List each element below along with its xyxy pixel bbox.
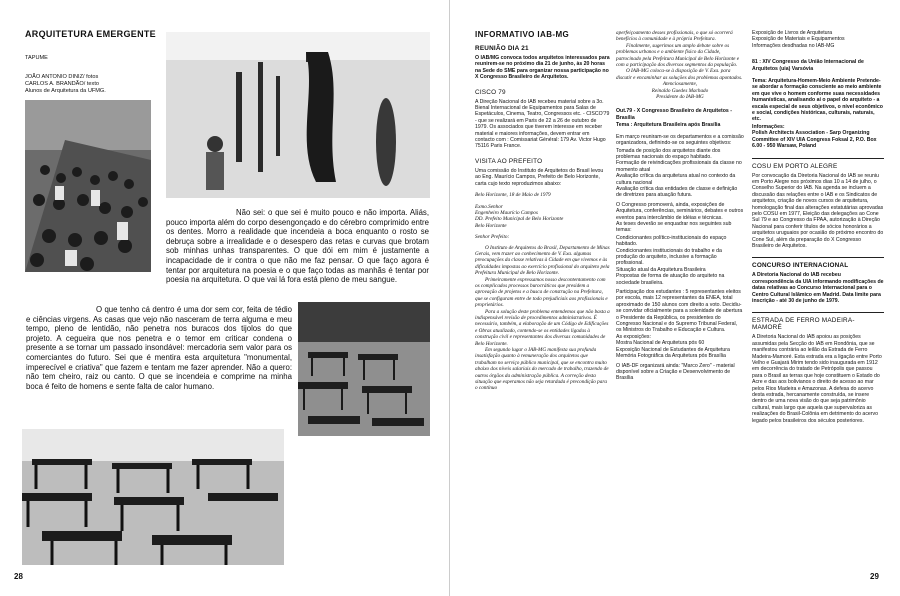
concurso-title: CONCURSO INTERNACIONAL (752, 262, 849, 270)
exposicoes-title: As exposições: (616, 333, 651, 340)
photo-empty-classroom-2 (22, 429, 284, 565)
subtitle: TAPUME (25, 55, 48, 61)
concurso-text: A Diretoria Nacional do IAB recebeu correspondência da UIA informando modificações de datas relativas ao Concurso Internacional para o Centro Cultural Islâmico em Madrid. Data limite para inscrição - até 30 de junho de 1979. (752, 272, 884, 304)
subtema-item: Propostas de forma de atuação do arquiteto na sociedade brasileira. (616, 273, 725, 286)
exposicao-item: Informações desdhadas no IAB-MG (752, 42, 835, 49)
visita-text: Uma comissão do Instituto de Arquitetos do Brasil levou ao Eng. Maurício Campos, Prefeito de Belo Horizonte, carta cujo texto reproduzimos abaixo: (475, 167, 604, 187)
estrada-title: ESTRADA DE FERRO MADEIRA-MAMORÉ (752, 317, 855, 332)
letter-address (475, 204, 610, 230)
congresso-paragraph: As teses deverão se enquadrar nos seguintes sub temas: (616, 220, 732, 234)
letter-paragraph: Primeiramente expressamos nosso descontentamento com os complicados processos burocráticos que presidem a aprovação de projetos e a busca de construção na Prefeitura, que se configuram entre de todo prejudiciais aos profissionais e proprietários. (475, 276, 608, 309)
letter-paragraph: Em segundo lugar o IAB-MG manifesta sua profunda insatisfação quanto à remuneração dos arquitetos que trabalham no serviço público municipal, que se encontra muito abaixo dos níveis salariais do mercado de trabalho, trazendo de outros órgãos da administração pública. A correção desta situação que esperamos não seja retardada é precondição para o contínuo (475, 347, 609, 392)
letter-continuation: O IAB-MG coloca-se à disposição de V. Exa. para discutir e encaminhar as soluções dos problemas apontados. (616, 68, 743, 81)
cosu-text: Por convocação da Diretoria Nacional do IAB se reuniu em Porto Alegre nos próximos dias 10 a 14 de julho, o Conselho Superior do IAB. Na agenda se incluem a discussão das relações entre o IAB e os Sindicatos de arquitetos, criação de novos cursos de arquitetura, homologação final das alterações estatutárias aprovadas pelo COSU em 1977, Eleição das delegações ao Cone Sul 79 e ao Congresso da FPAA, autorização à Direção Nacional para conferir títulos de sócios honorários a arquitetos uruguaios por ocasião do próximo encontro do Cone Sul, além da preparação do X Congresso Brasileiro de Arquitetos. (752, 172, 884, 249)
letter-closing: Atenciosamente, (662, 81, 698, 88)
address-line: Belo Horizonte (475, 222, 507, 229)
photo-crowd-stairs (25, 100, 151, 272)
signature-line: Presidente do IAB-MG (656, 94, 704, 101)
page-number-left: 28 (14, 572, 23, 581)
cisco-title: CISCO 79 (475, 88, 506, 96)
section-divider (752, 158, 884, 159)
objective-item: Avaliação crítica da arquitetura atual no contexto da cultura nacional (616, 173, 736, 186)
column-1 (475, 30, 610, 392)
uia-title: 81 : XIV Congresso da União Internacional de Arquitetos (uia) Varsóvia (752, 59, 864, 72)
letter-salutation: Senhor Prefeito: (475, 234, 510, 241)
objective-item: Formação de reivindicações profissionais da classe no momento atual (616, 160, 742, 173)
letter-paragraph: Para a solução deste problema entendemos que não basta a indispensável revisão de procedimentos administrativos. É necessário, também, a elaboração de um Código de Edificações e Obras atualizado, contendo-se os entidades ligadas à construção civil e representantes dos diversas comunidades de Belo Horizonte. (475, 308, 610, 347)
congresso-objectives (616, 148, 744, 199)
reuniao-text: O IAB/MG convoca todos arquitetos interessados para reunirem-se no próximo dia 21 de junho, às 20 horas na Sede do SME para organizar nossa participação no X Congresso Brasileiro de Arquitetos. (475, 55, 610, 81)
cosu-title: COSU EM PORTO ALEGRE (752, 162, 838, 170)
exposicoes-extra-list (752, 30, 884, 49)
uia-info: Polish Architects Association - Sarp Organizing Committee of XIV UIA Congress Foksal 2, P.O. Box 6.00 - 950 Warsaw, Poland (752, 130, 877, 150)
participacao-text: Participação dos estudantes : 5 representantes eleitos por escola, mais 12 representantes da ENEA, total aproximado de 150 alunos com direito a voto. Decidiu-se convidar oficialmente para a solenidade de abertura o Presidente da República, os presidentes do Congresso Nacional e do Supremo Tribunal Federal, os Ministros do Trabalho e Educação e Cultura. (616, 289, 743, 334)
exposicao-item: Exposição de Livros de Arquitetura (752, 30, 833, 36)
visita-title: VISITA AO PREFEITO (475, 157, 543, 165)
page-number-right: 29 (870, 572, 879, 581)
photo-empty-classroom-1 (298, 302, 430, 436)
subtema-item: Condicionantes institucionais do trabalho e da produção do arquiteto, inclusive a formação profissional. (616, 247, 722, 267)
congresso-title: Out.79 - X Congresso Brasileiro de Arquitetos - Brasília (616, 108, 732, 121)
signature-line: Reinaldo Guedes Machado (651, 87, 709, 94)
letter-date: Belo Horizonte, 18 de Maio de 1979 (475, 192, 551, 199)
letter-signature (616, 88, 744, 101)
right-page (450, 0, 900, 596)
section-divider (752, 257, 884, 258)
letter-paragraph: O Instituto de Arquitetos do Brasil, Departamento de Minas Gerais, vem trazer ao conhecimento de V. Exa. algumas preocupações da classe relativas à Cidade em que vivemos e às dificuldades impostas ao exercício profissional do arquiteto pela Prefeitura Municipal de Belo Horizonte. (475, 244, 610, 277)
congresso-subtemas (616, 235, 744, 286)
uia-info-label: Informações: (752, 123, 785, 130)
photo-shadow-figures (166, 32, 430, 198)
section-divider (752, 312, 884, 313)
address-line: Exmo.Senhor (475, 203, 503, 210)
credit-line: JOÃO ANTONIO DINIZ/ fotos (25, 74, 99, 80)
column-2 (616, 30, 744, 382)
reuniao-title: REUNIÃO DIA 21 (475, 45, 529, 52)
exposicao-item: Mostra Nacional de Arquitetura pós 60 (616, 340, 705, 347)
iab-df-text: O IAB-DF organizará ainda: "Marco Zero" - material disponível sobre a Criação e Desenvolvimento de Brasília (616, 362, 735, 382)
subtema-item: Condicionantes político-institucionais do espaço habitado. (616, 234, 727, 248)
uia-text: Tema: Arquitetura-Homem-Meio Ambiente Pretende-se abordar a formação consciente ao meio ambiente em que vive o homem conforme suas necessidades humanísticas, analisando aí o papel do arquiteto - a escala especial de seus objetivos, o nível econômico e social, condições históricas, culturais, naturais, etc. (752, 78, 883, 123)
exposicao-item: Memória Fotográfica da Arquitetura pós Brasília (616, 353, 726, 360)
letter-continuation: aperfeiçoamento desses profissionais, o que só ocorrerá benefícios à comunidade e à própria Prefeitura. (616, 30, 733, 43)
exposicao-item: Exposição de Materiais e Equipamentos (752, 36, 845, 43)
informativo-title: INFORMATIVO IAB-MG (475, 30, 570, 39)
poem-paragraph-1: Não sei: o que sei é muito pouco e não importa. Aliás, pouco importa além do corpo desengonçado e do cérebro comprimido entre os dentes. Morro a realidade que incendeia a boca enquanto o rosto se debruça sobre a irrealidade e o desespero das retas e curvas que brotam sob minhas unhas transparentes. O que dói em mim é justamente a incapacidade de ir contra o que não me faz pensar. O que faço agora é tentar por arquitetura na poesia e o que faço todas as manhãs é tentar por poesia na arquitetura. O que vai lá fora está pleno de meu sangue. (166, 208, 429, 285)
congresso-tema: Tema : Arquitetura Brasileira após Brasília (616, 122, 721, 129)
address-line: DD. Prefeito Municipal de Belo Horizonte (475, 216, 564, 223)
credit-line: Alunos de Arquitetura da UFMG. (25, 88, 106, 94)
credit-line: CARLOS A. BRANDÃO/ texto (25, 81, 99, 87)
subtema-item: Situação atual da Arquitetura Brasileira (616, 266, 706, 273)
letter-continuation: Finalmente, sugerimos um amplo debate sobre os problemas urbanos e o ambiente físico da Cidade, patrocinado pela Prefeitura Municipal de Belo Horizonte e com a participação dos diversos segmentos da população. (616, 42, 740, 69)
exposicao-item: Exposição Nacional de Estudantes de Arquitetura (616, 346, 730, 353)
exposicoes-list (616, 340, 744, 359)
cisco-text: A Direção Nacional do IAB recebeu material sobre a 3o. Bienal Internacional de Equipamentos para Salas de Espetáculos, Cinema, Teatro, Congressos etc. - CISCO'79 - que se realizará em Paris de 22 a 26 de outubro de 1979. Os associados que tiverem interesse em receber material e maiores informações, devem entrar em contacto com : Comissariat Général: 179 Av. Victor Hugo 75116 Paris France. (475, 98, 610, 150)
congresso-paragraph: O Congresso promoverá, ainda, exposições de Arquitetura, conferências, seminários, debates e outros eventos para intercâmbio de idéias e técnicas. (616, 201, 744, 221)
address-line: Engenheiro Maurício Campos (475, 209, 538, 216)
section-title: ARQUITETURA EMERGENTE (25, 29, 156, 39)
objective-item: Avaliação crítica das entidades de classe e definição de diretrizes para atuação futura. (616, 185, 738, 199)
poem-paragraph-2: O que tenho cá dentro é uma dor sem cor, feita de tédio e ciências virgens. As casas que vejo não nasceram de terra alguma e meu tempo, pleno de lentidão, não penetra nos buracos dos tijolos do que projeto. A cegueira que nos penetra e o temor em criticar condena o presente a se tornar um passado insondável: mercadoria sem valor para os comerciantes do futuro. Sei que é mentira esta arquitetura "monumental, imperecível e criativa" que fazem e tentam me fazer aprender. Não a quero: não tem cheiro, raiz ou canto. O que se incendeia e comprime na minha boca é feito de homens e sente falta de calor humano. (26, 305, 292, 391)
objective-item: Tomada de posição dos arquitetos diante dos problemas nacionais do espaço habitado. (616, 147, 721, 160)
estrada-text: A Diretoria Nacional do IAB apoiou as posições assumidas pela Secção do IAB em Rondônia, que se manifestou contrária ao leilão da Estrada de Ferro Madeira-Mamoré. Esta estrada era a ligação entre Porto Velho e Guajará Mirim tendo sido inaugurada em 1912 em decorrência do tratado de Petrópolis que passou para o Brasil as terras que hoje constituem o Estado do Acre e das aos bolivianos o direito de acesso ao mar pelos Rios Madeira e Amazonas. A defesa do acervo desta estrada, hercanamente construída, se insere dentro de uma nova visão do que seja patrimônio cultural, mais largo que aquela que supervaloriza as realizações do Brasil-Colônia em detrimento do acervo legado pelos brasileiros dos séculos posteriores. (752, 334, 882, 424)
credits (25, 74, 106, 95)
congresso-paragraph: Em março reuniram-se os departamentos e a comissão organizadora, definindo-se os seguintes objetivos: (616, 133, 744, 147)
column-3 (752, 30, 884, 424)
